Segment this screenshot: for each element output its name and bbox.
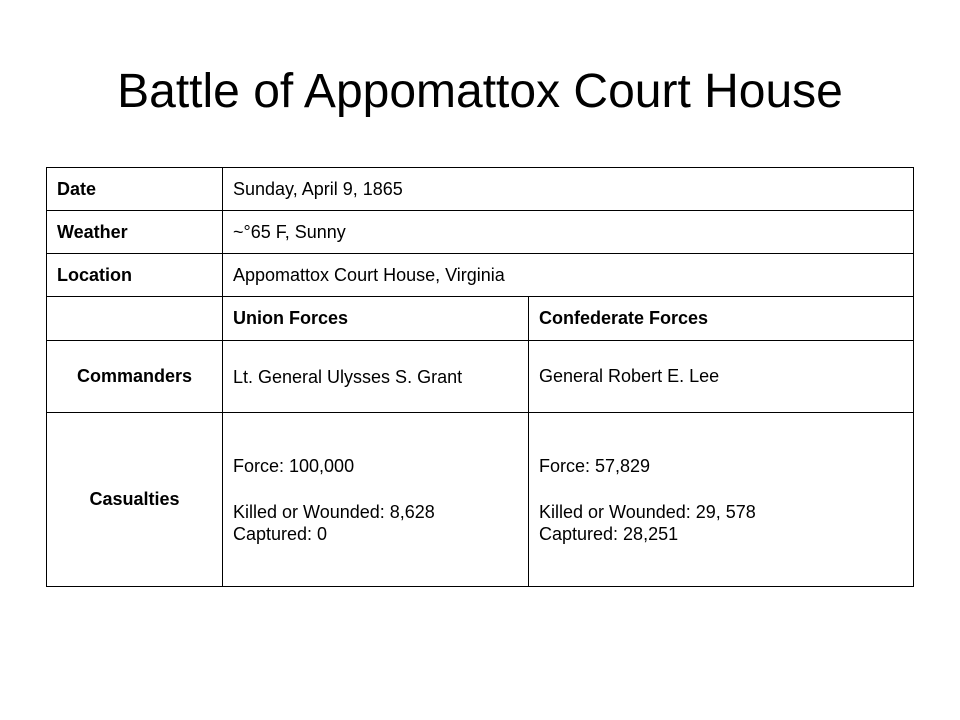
date-label: Date <box>47 168 223 211</box>
union-commander: Lt. General Ulysses S. Grant <box>223 341 529 413</box>
location-row <box>47 254 914 297</box>
weather-row <box>47 211 914 254</box>
slide-title: Battle of Appomattox Court House <box>117 65 843 118</box>
union-forces-header: Union Forces <box>223 297 529 341</box>
casualties-label: Casualties <box>47 413 223 587</box>
confederate-killed-wounded: Killed or Wounded: 29, 578 <box>539 501 756 522</box>
location-label: Location <box>47 254 223 297</box>
date-value: Sunday, April 9, 1865 <box>223 168 914 211</box>
casualties-row <box>47 413 914 587</box>
confederate-casualties-cell <box>529 413 914 587</box>
union-casualties-cell <box>223 413 529 587</box>
confederate-commander: General Robert E. Lee <box>529 341 914 413</box>
commanders-row <box>47 341 914 413</box>
commanders-label: Commanders <box>47 341 223 413</box>
battle-info-table <box>46 167 914 587</box>
confederate-forces-header: Confederate Forces <box>529 297 914 341</box>
confederate-captured: Captured: 28,251 <box>539 523 679 544</box>
location-value: Appomattox Court House, Virginia <box>223 254 914 297</box>
forces-header-row <box>47 297 914 341</box>
confederate-force: Force: 57,829 <box>539 455 651 476</box>
union-captured: Captured: 0 <box>233 523 328 544</box>
union-killed-wounded: Killed or Wounded: 8,628 <box>233 501 435 522</box>
date-row <box>47 168 914 211</box>
weather-value: ~°65 F, Sunny <box>223 211 914 254</box>
empty-header-cell <box>47 297 223 341</box>
union-force: Force: 100,000 <box>233 455 355 476</box>
weather-label: Weather <box>47 211 223 254</box>
